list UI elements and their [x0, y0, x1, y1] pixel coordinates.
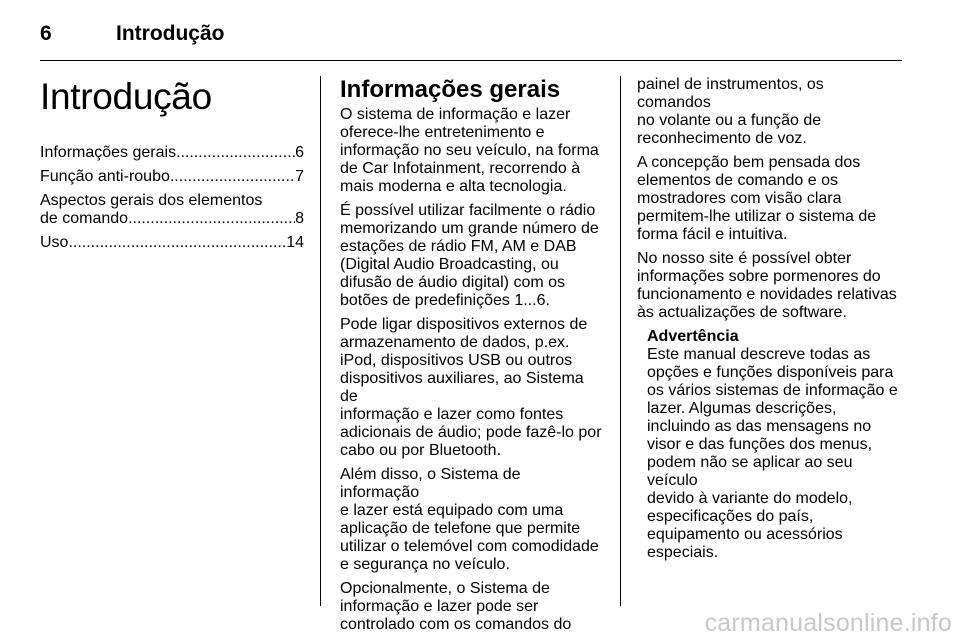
- paragraph: [340, 466, 604, 574]
- text-line: Este manual descreve todas as: [647, 346, 871, 363]
- toc-page: 7: [295, 168, 304, 185]
- text-line: elementos de comando e os: [637, 172, 839, 189]
- toc-leader: [176, 144, 295, 162]
- text-line: especificações do país,: [647, 508, 814, 525]
- text-line: (Digital Audio Broadcasting, ou: [340, 256, 559, 273]
- text-line: e lazer está equipado com uma: [340, 502, 564, 519]
- toc-label: de comando: [40, 210, 129, 227]
- text-line: permitem-lhe utilizar o sistema de: [637, 208, 877, 225]
- column-1: [40, 76, 304, 258]
- toc-item-informacoes-gerais[interactable]: [40, 144, 304, 162]
- toc-page: 8: [295, 210, 304, 227]
- text-line: memorizando um grande número de: [340, 220, 599, 237]
- text-line: opções e funções disponíveis para: [647, 364, 894, 381]
- text-line: visor e das funções dos menus,: [647, 436, 873, 453]
- text-line: informação no seu veículo, na forma: [340, 142, 599, 159]
- text-line: botões de predefinições 1...6.: [340, 292, 550, 309]
- toc-item-line2: [40, 210, 304, 228]
- paragraph: [340, 316, 604, 460]
- text-line: informação e lazer pode ser: [340, 598, 539, 615]
- text-line: dispositivos auxiliares, ao Sistema de: [340, 370, 584, 405]
- text-line: controlado com os comandos do: [340, 616, 572, 633]
- text-line: especiais.: [647, 544, 719, 561]
- section-body-continued: [637, 76, 901, 322]
- text-line: Além disso, o Sistema de informação: [340, 466, 521, 501]
- text-line: funcionamento e novidades relativas: [637, 286, 897, 303]
- text-line: incluindo as das mensagens no: [647, 418, 872, 435]
- toc-item-aspectos-gerais[interactable]: [40, 192, 304, 228]
- text-line: lazer. Algumas descrições,: [647, 400, 837, 417]
- text-line: e segurança no veículo.: [340, 556, 510, 573]
- toc-label-line1: Aspectos gerais dos elementos: [40, 192, 263, 209]
- text-line: reconhecimento de voz.: [637, 130, 807, 147]
- paragraph: [340, 580, 604, 634]
- text-line: aplicação de telefone que permite: [340, 520, 581, 537]
- toc-label: Uso: [40, 234, 69, 251]
- paragraph: [637, 154, 901, 244]
- column-divider-2: [620, 76, 621, 606]
- text-line: utilizar o telemóvel com comodidade: [340, 538, 599, 555]
- text-line: A concepção bem pensada dos: [637, 154, 861, 171]
- text-line: no volante ou a função de: [637, 112, 822, 129]
- text-line: devido à variante do modelo,: [647, 490, 853, 507]
- toc-leader: [68, 234, 286, 252]
- paragraph: [637, 250, 901, 322]
- text-line: No nosso site é possível obter: [637, 250, 852, 267]
- toc-page: 14: [286, 234, 304, 251]
- text-line: equipamento ou acessórios: [647, 526, 843, 543]
- text-line: oferece-lhe entretenimento e: [340, 124, 545, 141]
- text-line: O sistema de informação e lazer: [340, 106, 571, 123]
- column-divider-1: [320, 76, 321, 606]
- text-line: os vários sistemas de informação e: [647, 382, 898, 399]
- text-line: mais moderna e alta tecnologia.: [340, 178, 567, 195]
- toc-item-uso[interactable]: [40, 234, 304, 252]
- text-line: informações sobre pormenores do: [637, 268, 881, 285]
- text-line: painel de instrumentos, os comandos: [637, 76, 824, 111]
- warning-title: Advertência: [647, 328, 739, 345]
- paragraph: [340, 106, 604, 196]
- paragraph: [340, 202, 604, 310]
- text-line: difusão de áudio digital) com os: [340, 274, 566, 291]
- toc-leader: [128, 210, 295, 228]
- text-line: podem não se aplicar ao seu veículo: [647, 454, 853, 489]
- chapter-title: Introdução: [40, 76, 212, 117]
- warning-text: [647, 346, 901, 562]
- toc-label: Função anti-roubo: [40, 168, 170, 185]
- text-line: cabo ou por Bluetooth.: [340, 442, 502, 459]
- text-line: estações de rádio FM, AM e DAB: [340, 238, 577, 255]
- text-line: informação e lazer como fontes: [340, 406, 564, 423]
- column-2: [340, 76, 604, 640]
- page-header: [40, 22, 902, 46]
- text-line: de Car Infotainment, recorrendo à: [340, 160, 581, 177]
- text-line: Opcionalmente, o Sistema de: [340, 580, 550, 597]
- text-line: iPod, dispositivos USB ou outros: [340, 352, 573, 369]
- toc-label: Informações gerais: [40, 144, 177, 161]
- header-rule: [40, 60, 902, 61]
- toc-leader: [170, 168, 295, 186]
- section-title: Informações gerais: [340, 76, 561, 103]
- watermark: carmanualsonline.info: [704, 609, 952, 637]
- table-of-contents: [40, 144, 304, 252]
- warning-box: [647, 328, 901, 562]
- page-number: 6: [40, 22, 52, 45]
- text-line: forma fácil e intuitiva.: [637, 226, 788, 243]
- toc-page: 6: [295, 144, 304, 161]
- text-line: Pode ligar dispositivos externos de: [340, 316, 588, 333]
- column-3: [637, 76, 901, 562]
- text-line: armazenamento de dados, p.ex.: [340, 334, 570, 351]
- paragraph: [637, 76, 901, 148]
- running-title: Introdução: [116, 22, 225, 45]
- text-line: adicionais de áudio; pode fazê-lo por: [340, 424, 602, 441]
- text-line: É possível utilizar facilmente o rádio: [340, 202, 596, 219]
- section-body: [340, 106, 604, 634]
- toc-item-funcao-anti-roubo[interactable]: [40, 168, 304, 186]
- text-line: às actualizações de software.: [637, 304, 847, 321]
- text-line: mostradores com visão clara: [637, 190, 842, 207]
